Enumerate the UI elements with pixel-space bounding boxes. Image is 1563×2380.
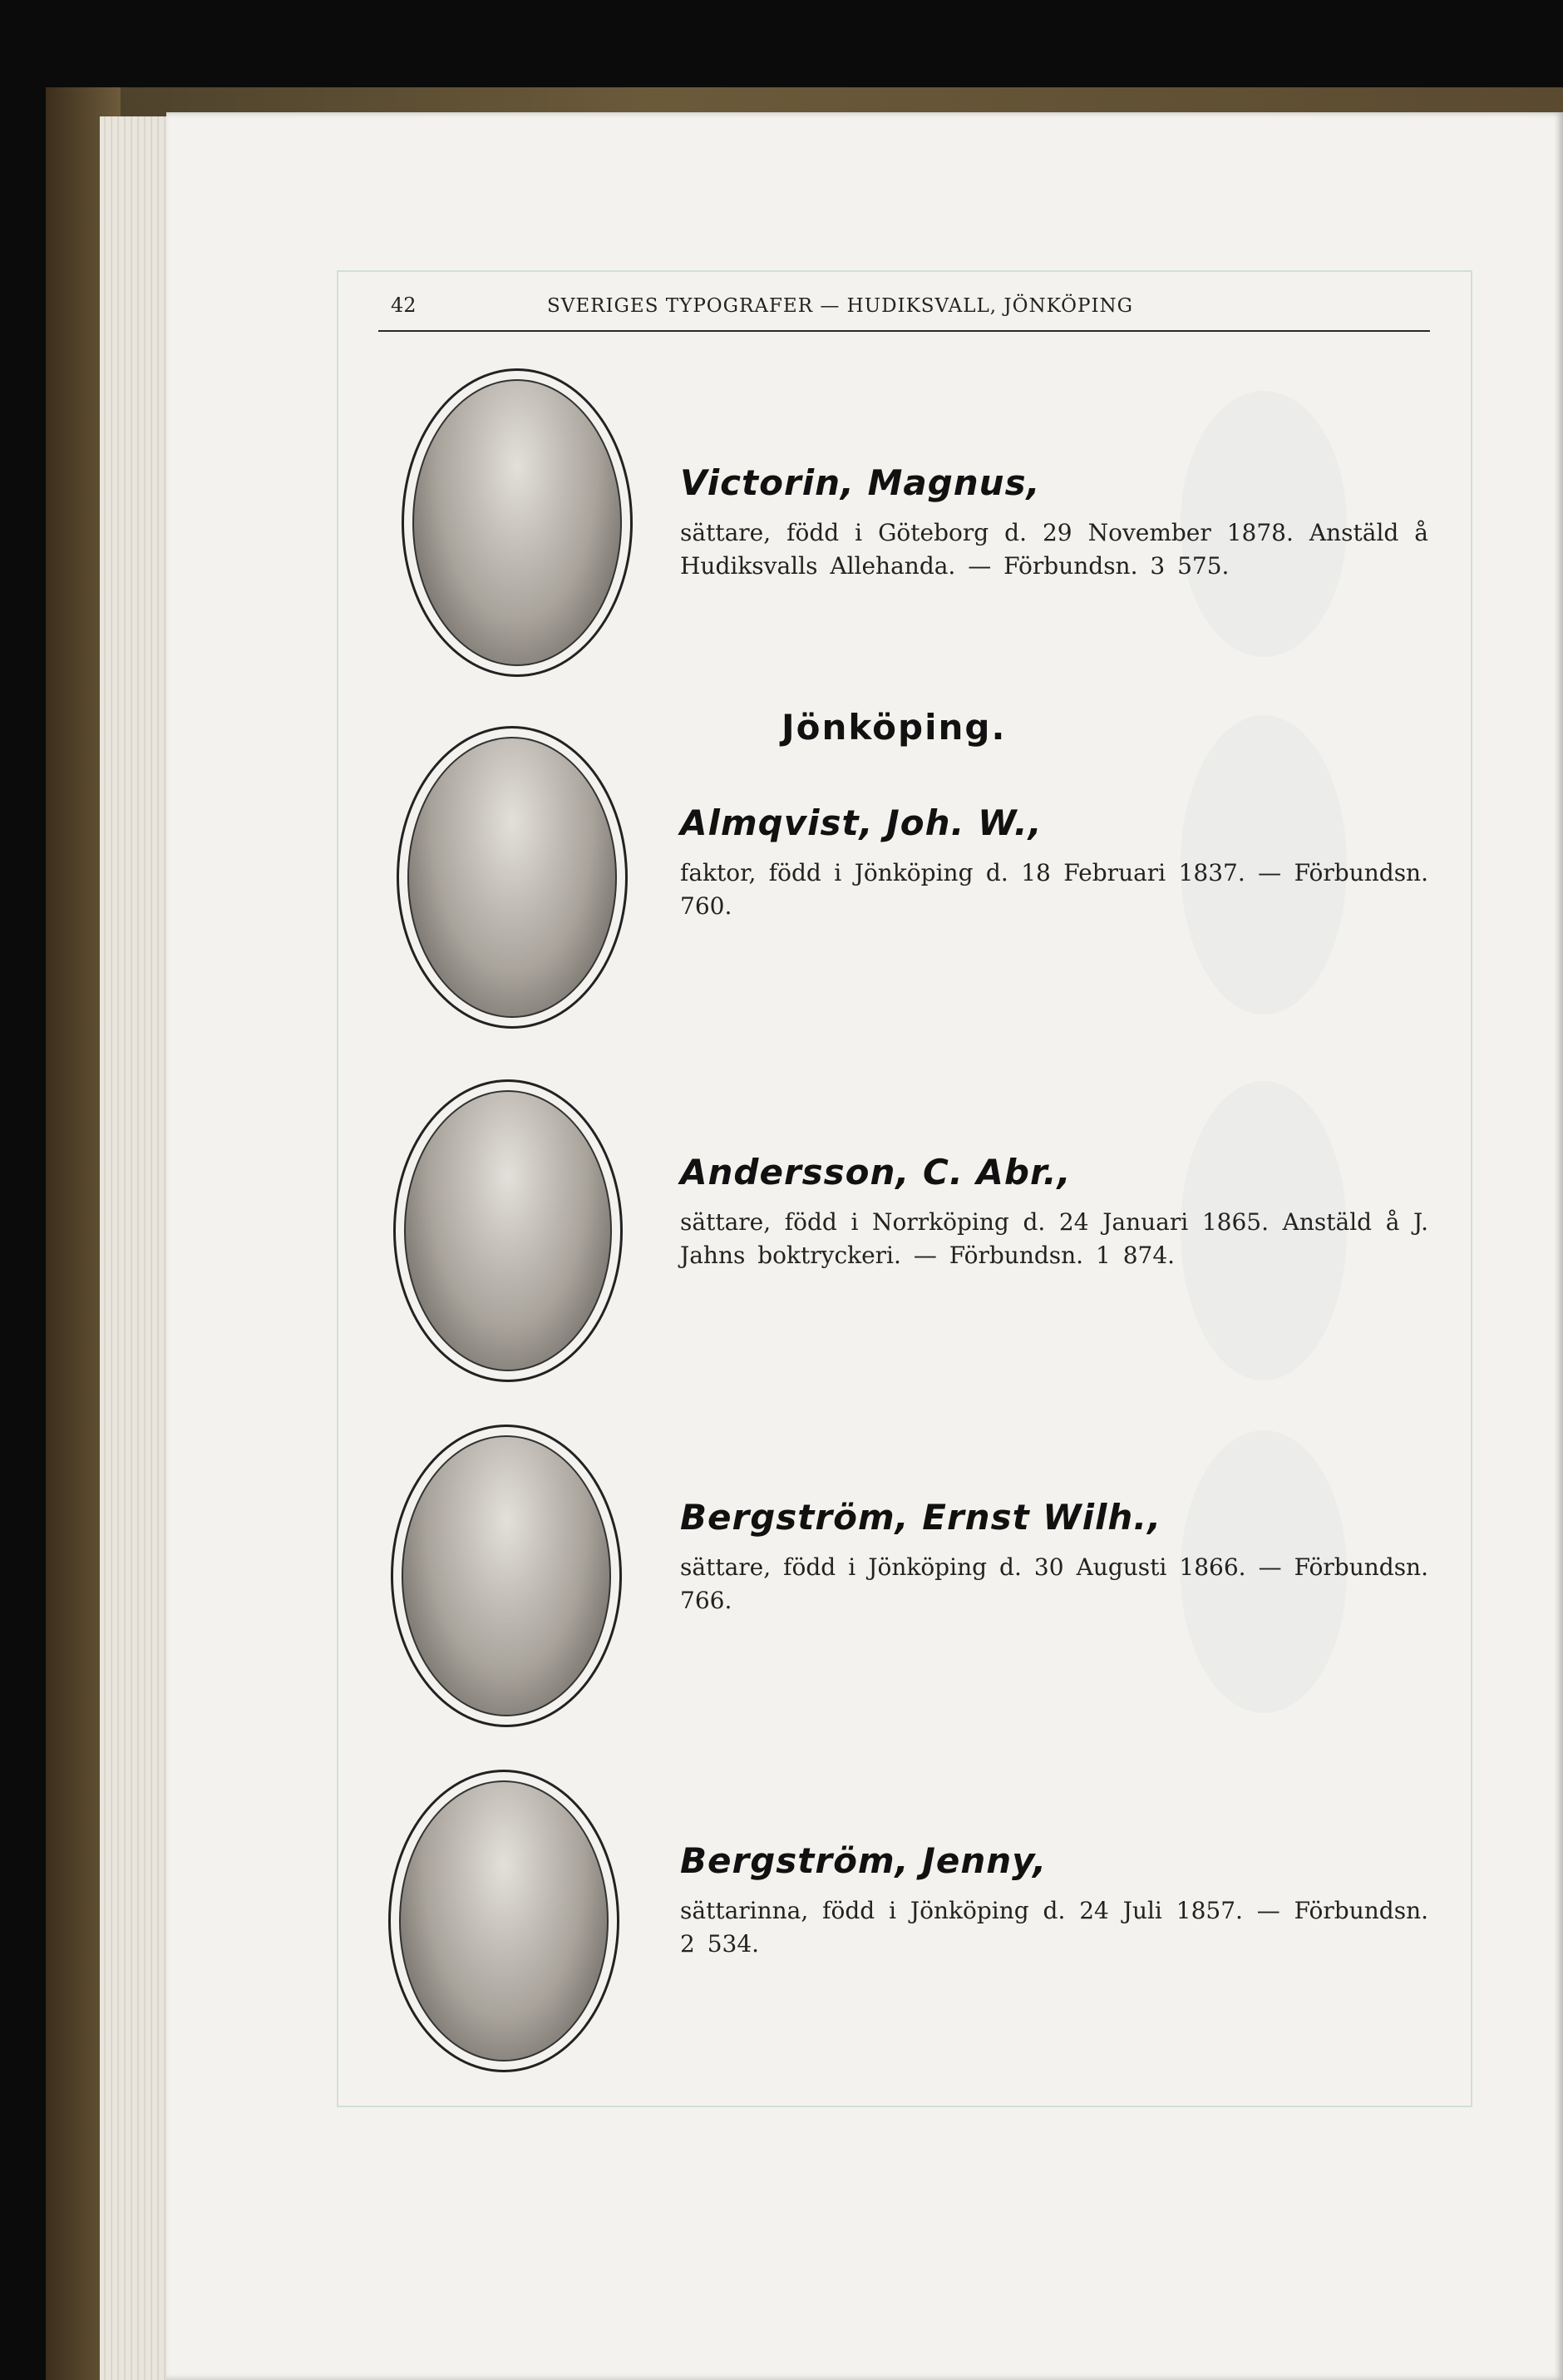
entry-description: faktor, född i Jönköping d. 18 Februari 1837. — Förbundsn. 760. bbox=[680, 859, 1428, 920]
entry-name: Bergström, Ernst Wilh., bbox=[680, 1497, 1162, 1538]
entry-almqvist bbox=[680, 802, 1428, 923]
portrait-photo bbox=[402, 1435, 611, 1716]
portrait-photo bbox=[404, 1090, 612, 1371]
entry-name: Almqvist, Joh. W., bbox=[680, 802, 1043, 843]
entry-name: Andersson, C. Abr., bbox=[680, 1152, 1072, 1192]
entry-description: sättarinna, född i Jönköping d. 24 Juli 1857. — Förbundsn. 2 534. bbox=[680, 1897, 1428, 1958]
entry-description: sättare, född i Göteborg d. 29 November 1878. Anstäld å Hudiksvalls Allehanda. — Förbundsn. 3 575. bbox=[680, 519, 1428, 580]
entry-name: Bergström, Jenny, bbox=[680, 1840, 1048, 1881]
portrait-photo bbox=[412, 379, 622, 666]
entry-andersson bbox=[680, 1152, 1428, 1272]
page-number: 42 bbox=[391, 294, 417, 317]
page-edges bbox=[100, 116, 175, 2380]
header-rule bbox=[378, 330, 1430, 332]
portrait-bergstrom-jenny bbox=[388, 1770, 619, 2072]
entry-name: Victorin, Magnus, bbox=[680, 462, 1041, 503]
entry-bergstrom-jenny bbox=[680, 1840, 1428, 1961]
portrait-almqvist bbox=[397, 726, 628, 1029]
running-head: SVERIGES TYPOGRAFER — HUDIKSVALL, JÖNKÖPING bbox=[547, 295, 1134, 317]
entry-bergstrom-ernst bbox=[680, 1497, 1428, 1617]
portrait-victorin bbox=[402, 368, 633, 677]
entry-description: sättare, född i Jönköping d. 30 Augusti 1866. — Förbundsn. 766. bbox=[680, 1553, 1428, 1614]
portrait-photo bbox=[399, 1780, 609, 2062]
portrait-photo bbox=[407, 737, 617, 1018]
entry-description: sättare, född i Norrköping d. 24 Januari 1865. Anstäld å J. Jahns boktryckeri. — Förbundsn. 1 874. bbox=[680, 1208, 1428, 1269]
section-heading: Jönköping. bbox=[782, 707, 1007, 748]
entry-victorin bbox=[680, 462, 1428, 583]
portrait-andersson bbox=[393, 1079, 623, 1382]
portrait-bergstrom-ernst bbox=[391, 1425, 622, 1727]
